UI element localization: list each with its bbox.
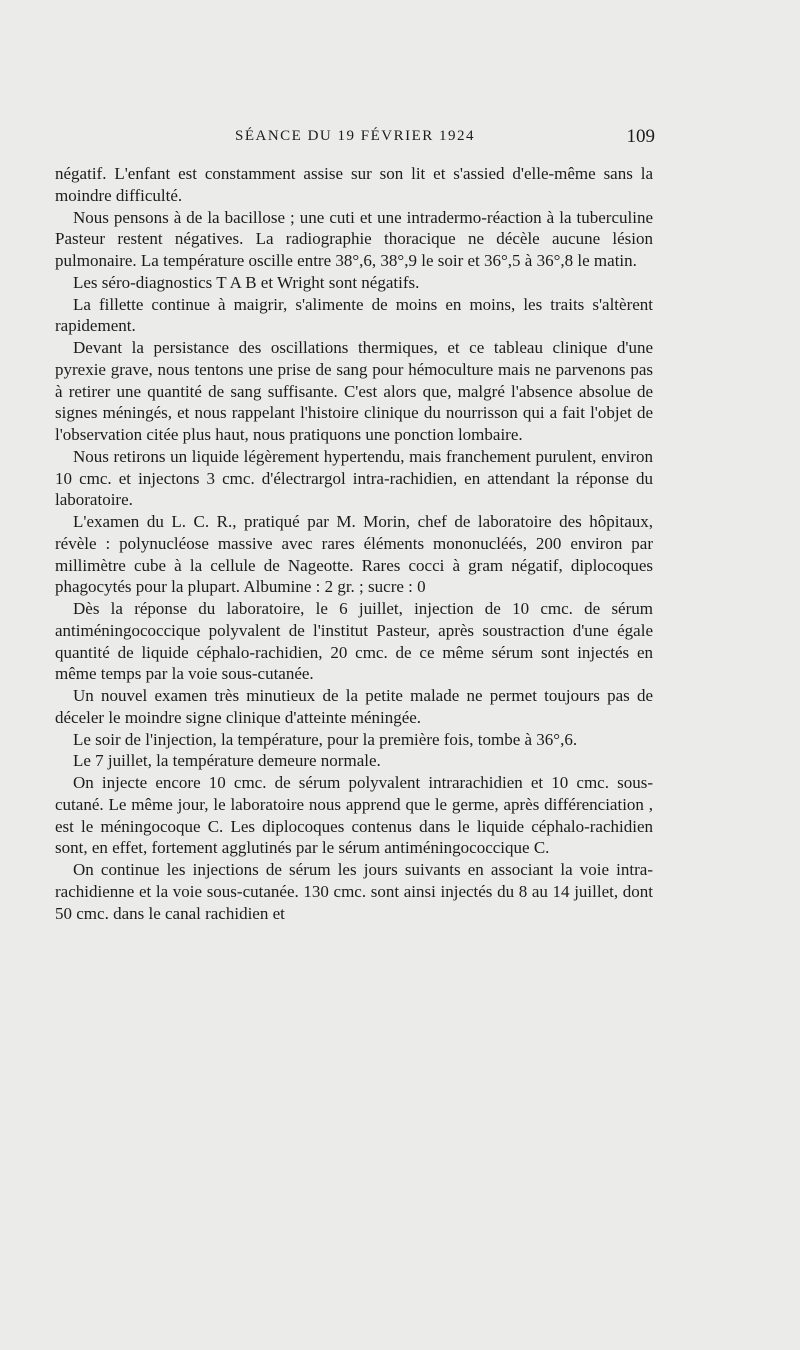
paragraph: La fillette continue à maigrir, s'alimente de moins en moins, les traits s'altèrent rapidement. [55, 294, 653, 336]
paragraph: Le soir de l'injection, la température, pour la première fois, tombe à 36°,6. [73, 729, 578, 749]
paragraph: L'examen du L. C. R., pratiqué par M. Morin, chef de laboratoire des hôpitaux, révèle : polynucléose massive avec rares éléments mononucléés, 200 environ par millimètre cube à la cellule de Nageotte. Rares cocci à gram négatif, diplocoques phagocytés pour la plupart. Albumine : 2 gr. ; sucre : 0 [55, 512, 653, 597]
paragraph: Devant la persistance des oscillations thermiques, et ce tableau clinique d'une pyrexie grave, nous tentons une prise de sang pour hémoculture mais ne parvenons pas à retirer une quantité de sang suffisante. C'est alors que, malgré l'absence absolue de signes méningés, et nous rappelant l'histoire clinique du nourrisson qui a fait l'objet de l'observation citée plus haut, nous pratiquons une ponction lombaire. [55, 338, 653, 444]
body-text [55, 163, 653, 924]
paragraph: Les séro-diagnostics T A B et Wright sont négatifs. [73, 272, 420, 292]
paragraph: Nous retirons un liquide légèrement hypertendu, mais franchement purulent, environ 10 cmc. et injectons 3 cmc. d'électrargol intra-rachidien, en attendant la réponse du laboratoire. [55, 446, 653, 510]
page-number: 109 [626, 126, 655, 147]
paragraph: Un nouvel examen très minutieux de la petite malade ne permet toujours pas de déceler le moindre signe clinique d'atteinte méningée. [55, 686, 653, 727]
paragraph: Nous pensons à de la bacillose ; une cuti et une intradermo-réaction à la tuberculine Pasteur restent négatives. La radiographie thoracique ne décèle aucune lésion pulmonaire. La température oscille entre 38°,6, 38°,9 le soir et 36°,5 à 36°,8 le matin. [55, 207, 653, 270]
paragraph: négatif. L'enfant est constamment assise sur son lit et s'assied d'elle-même sans la moindre difficulté. [55, 164, 653, 205]
paragraph: Le 7 juillet, la température demeure normale. [73, 751, 381, 771]
paragraph: On injecte encore 10 cmc. de sérum polyvalent intrarachidien et 10 cmc. sous-cutané. Le même jour, le laboratoire nous apprend que le germe, après différenciation , est le méningocoque C. Les diplocoques contenus dans le liquide céphalo-rachidien sont, en effet, fortement agglutinés par le sérum antiméningococcique C. [55, 773, 653, 858]
paragraph: Dès la réponse du laboratoire, le 6 juillet, injection de 10 cmc. de sérum antiméningococcique polyvalent de l'institut Pasteur, après soustraction d'une égale quantité de liquide céphalo-rachidien, 20 cmc. de ce même sérum sont injectés en même temps par la voie sous-cutanée. [55, 599, 653, 684]
running-head [55, 124, 655, 150]
paragraph: On continue les injections de sérum les jours suivants en associant la voie intra-rachidienne et la voie sous-cutanée. 130 cmc. sont ainsi injectés du 8 au 14 juillet, dont 50 cmc. dans le canal rachidien et [55, 860, 653, 923]
running-title: SÉANCE DU 19 FÉVRIER 1924 [234, 128, 475, 144]
